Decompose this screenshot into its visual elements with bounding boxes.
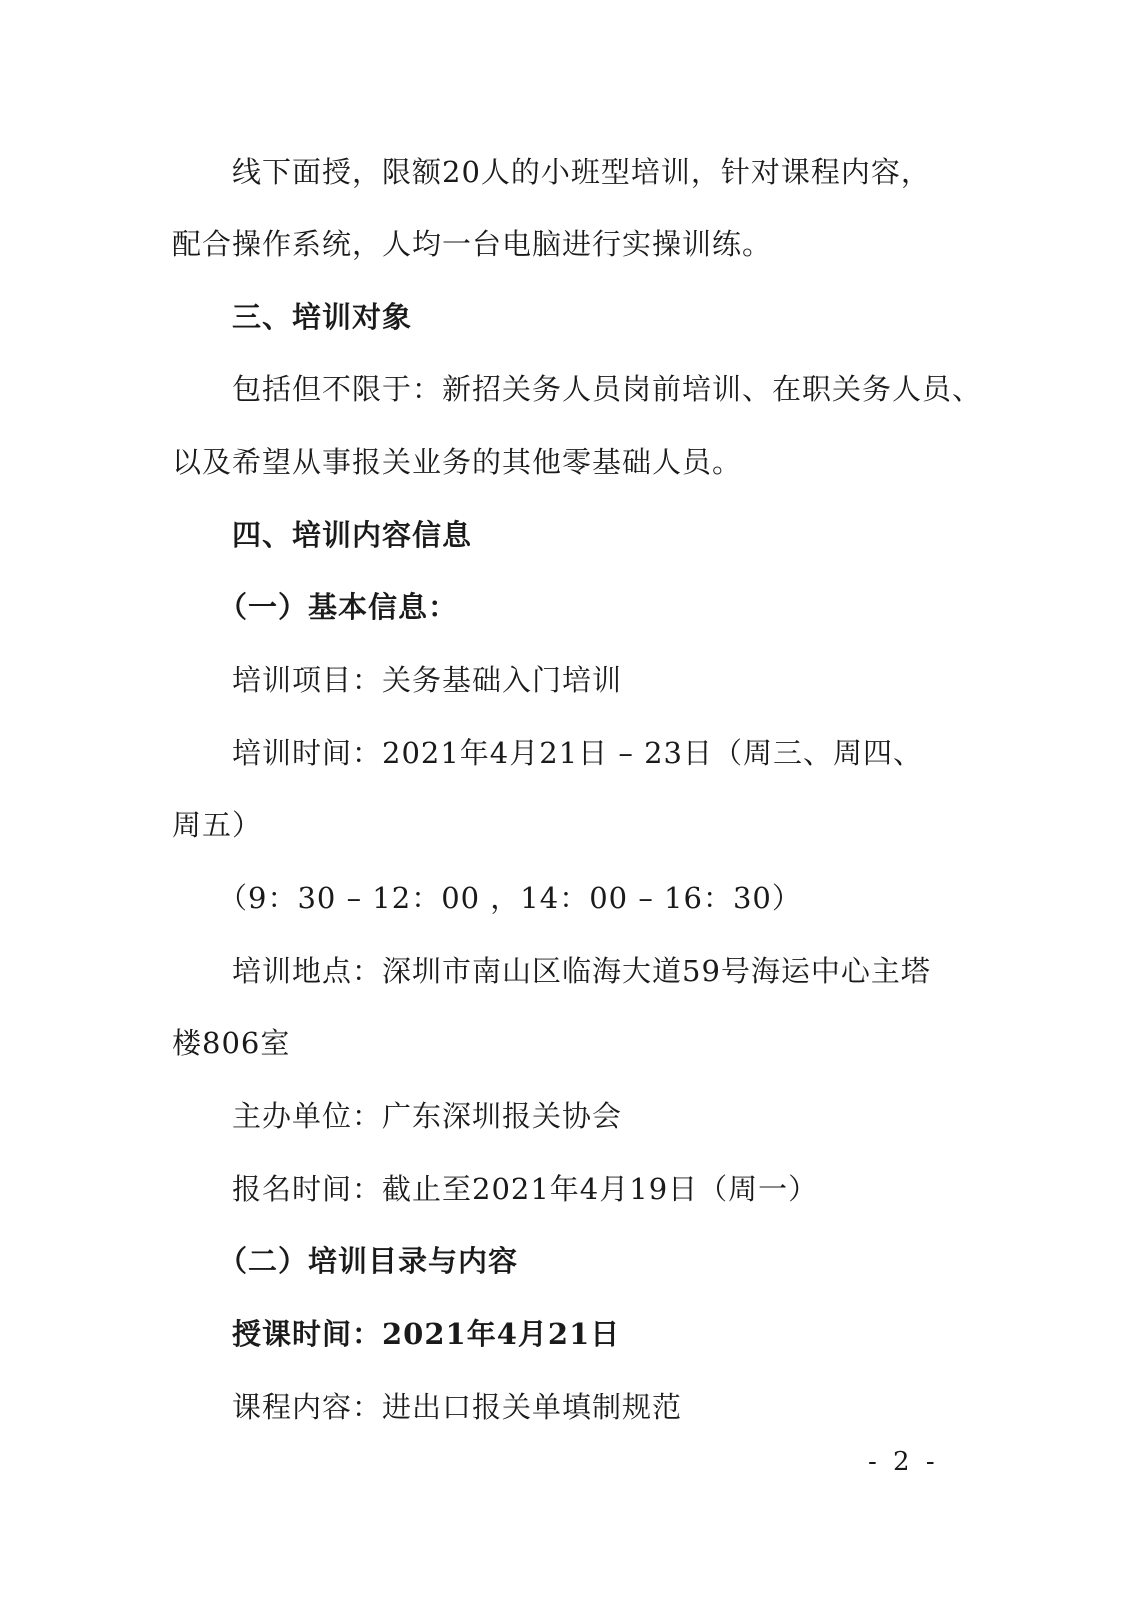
info-registration-time: 报名时间：截止至2021年4月19日（周一）: [232, 1172, 819, 1206]
section-heading-training-content: 四、培训内容信息: [232, 518, 473, 552]
paragraph-line-1: 线下面授，限额20人的小班型培训，针对课程内容，: [232, 155, 931, 189]
lecture-date: 授课时间：2021年4月21日: [232, 1317, 621, 1351]
course-content: 课程内容：进出口报关单填制规范: [232, 1390, 683, 1424]
paragraph-line-3: 包括但不限于：新招关务人员岗前培训、在职关务人员、: [232, 372, 983, 406]
info-training-location-cont: 楼806室: [172, 1026, 291, 1060]
info-organizer: 主办单位：广东深圳报关协会: [232, 1099, 623, 1133]
subsection-heading-basic-info: （一）基本信息：: [218, 590, 459, 624]
paragraph-line-4: 以及希望从事报关业务的其他零基础人员。: [172, 445, 743, 479]
paragraph-line-2: 配合操作系统，人均一台电脑进行实操训练。: [172, 227, 773, 261]
info-training-time: 培训时间：2021年4月21日 – 23日（周三、周四、: [232, 736, 923, 770]
page-number: - 2 -: [868, 1447, 939, 1477]
info-training-time-cont: 周五）: [172, 808, 263, 842]
subsection-heading-catalog: （二）培训目录与内容: [218, 1244, 519, 1278]
info-training-location: 培训地点：深圳市南山区临海大道59号海运中心主塔: [232, 954, 931, 988]
section-heading-training-target: 三、培训对象: [232, 300, 413, 334]
info-training-hours: （9：30 – 12：00 ，14：00 – 16：30）: [218, 881, 802, 915]
info-training-project: 培训项目：关务基础入门培训: [232, 663, 623, 697]
